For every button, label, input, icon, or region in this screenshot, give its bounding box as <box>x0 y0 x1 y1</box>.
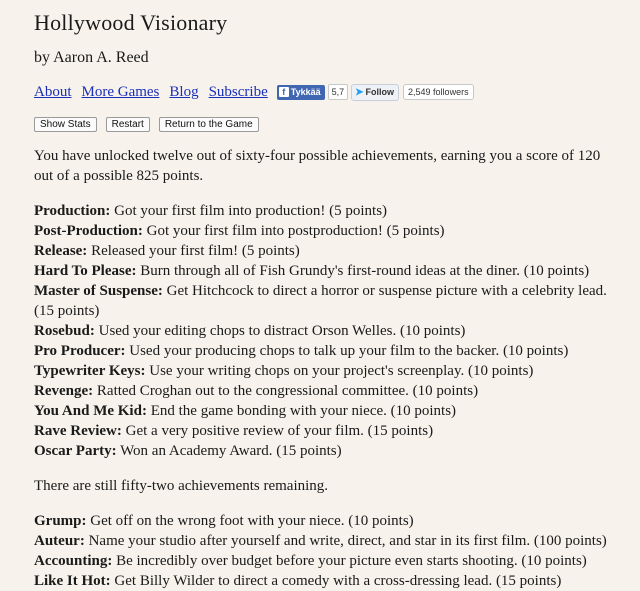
achievement-name: Production: <box>34 203 111 219</box>
achievement-item <box>34 361 619 381</box>
achievement-name: Hard To Please: <box>34 263 137 279</box>
achievement-description: Get a very positive review of your film. (15 points) <box>121 423 434 439</box>
achievement-name: Grump: <box>34 513 87 529</box>
achievement-item <box>34 421 619 441</box>
achievement-name: Accounting: <box>34 553 113 569</box>
achievement-item <box>34 441 619 461</box>
remaining-summary: There are still fifty-two achievements remaining. <box>34 478 329 494</box>
achievement-description: Released your first film! (5 points) <box>87 243 300 259</box>
achievement-item <box>34 281 619 321</box>
achievement-item <box>34 201 619 221</box>
achievement-item <box>34 531 619 551</box>
achievement-item <box>34 381 619 401</box>
achievement-name: Revenge: <box>34 383 94 399</box>
facebook-like-button[interactable] <box>277 85 325 100</box>
twitter-follow-button[interactable] <box>351 84 399 101</box>
achievement-name: Oscar Party: <box>34 443 117 459</box>
return-to-game-button[interactable]: Return to the Game <box>159 117 259 132</box>
achievement-description: Name your studio after yourself and write, direct, and star in its first film. (100 points) <box>84 533 607 549</box>
achievement-name: Rave Review: <box>34 423 122 439</box>
restart-button[interactable]: Restart <box>106 117 150 132</box>
achievement-description: Get Billy Wilder to direct a comedy with a cross-dressing lead. (15 points) <box>110 573 562 589</box>
achievement-summary: You have unlocked twelve out of sixty-four possible achievements, earning you a score of 120 out of a possible 825 points. <box>34 148 601 184</box>
achievement-item <box>34 511 619 531</box>
achievement-description: Burn through all of Fish Grundy's first-round ideas at the diner. (10 points) <box>136 263 590 279</box>
nav-row <box>34 80 474 104</box>
achievement-name: Typewriter Keys: <box>34 363 146 379</box>
facebook-like-label: Tykkää <box>290 87 321 97</box>
show-stats-button[interactable]: Show Stats <box>34 117 97 132</box>
byline: by Aaron A. Reed <box>34 49 149 66</box>
twitter-follow-label: Follow <box>365 87 395 97</box>
achievements-content <box>34 146 619 591</box>
achievement-name: Auteur: <box>34 533 85 549</box>
achievement-description: Get Hitchcock to direct a horror or suspense picture with a celebrity lead. (15 points) <box>34 283 607 319</box>
action-buttons <box>34 117 268 132</box>
achievement-description: Get off on the wrong foot with your niece. (10 points) <box>86 513 414 529</box>
nav-blog-link[interactable]: Blog <box>169 83 199 100</box>
achievement-description: Ratted Croghan out to the congressional committee. (10 points) <box>93 383 479 399</box>
achievement-description: Be incredibly over budget before your picture even starts shooting. (10 points) <box>112 553 587 569</box>
achievement-item <box>34 571 619 591</box>
achievement-item <box>34 221 619 241</box>
achievement-item <box>34 401 619 421</box>
achievement-description: Won an Academy Award. (15 points) <box>116 443 342 459</box>
achievement-description: End the game bonding with your niece. (10 points) <box>146 403 457 419</box>
achievement-item <box>34 261 619 281</box>
achievement-name: Like It Hot: <box>34 573 111 589</box>
facebook-icon: f <box>279 87 289 97</box>
achievement-name: You And Me Kid: <box>34 403 147 419</box>
nav-more-games-link[interactable]: More Games <box>81 83 160 100</box>
achievement-description: Got your first film into postproduction! (5 points) <box>142 223 445 239</box>
twitter-followers-count: 2,549 followers <box>403 84 474 100</box>
achievement-name: Rosebud: <box>34 323 95 339</box>
remaining-achievements-list <box>34 511 619 591</box>
achievement-item <box>34 241 619 261</box>
achievement-name: Post-Production: <box>34 223 143 239</box>
achievement-name: Master of Suspense: <box>34 283 163 299</box>
achievement-description: Used your editing chops to distract Orson Welles. (10 points) <box>94 323 466 339</box>
nav-about-link[interactable]: About <box>34 83 72 100</box>
achievement-item <box>34 341 619 361</box>
facebook-like-count: 5,7 <box>328 84 349 100</box>
unlocked-achievements-list <box>34 201 619 461</box>
achievement-description: Used your producing chops to talk up your film to the backer. (10 points) <box>125 343 569 359</box>
page-title: Hollywood Visionary <box>34 10 228 35</box>
nav-subscribe-link[interactable]: Subscribe <box>208 83 268 100</box>
achievement-item <box>34 551 619 571</box>
achievement-item <box>34 321 619 341</box>
achievement-name: Release: <box>34 243 88 259</box>
achievement-name: Pro Producer: <box>34 343 126 359</box>
achievement-description: Use your writing chops on your project's screenplay. (10 points) <box>145 363 534 379</box>
twitter-bird-icon: ➤ <box>355 86 364 98</box>
achievement-description: Got your first film into production! (5 points) <box>110 203 388 219</box>
